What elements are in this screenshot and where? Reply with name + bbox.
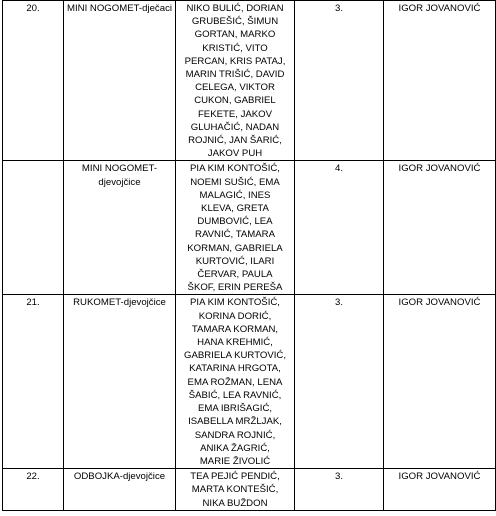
participant-line: ŠABIĆ, LEA RAVNIĆ,: [188, 389, 282, 401]
participant-line: CELEGA, VIKTOR: [195, 82, 275, 94]
row-number-cell: 21.: [3, 295, 64, 469]
table-row: [3, 1, 496, 161]
teacher-cell: IGOR JOVANOVIĆ: [384, 469, 496, 511]
participant-line: KLEVA, GRETA: [201, 203, 269, 215]
participant-line: KRISTIĆ, VITO: [202, 42, 268, 54]
row-number-cell: [3, 161, 64, 295]
participant-line: DUMBOVIĆ, LEA: [197, 216, 273, 228]
sport-line: ODBOJKA-djevojčice: [73, 471, 166, 483]
participant-line: GORTAN, MARKO: [194, 29, 276, 41]
participant-line: EMA ROŽMAN, LENA: [187, 376, 283, 388]
grade-cell: 4.: [295, 161, 384, 295]
grade-cell: 3.: [295, 469, 384, 511]
participant-line: KORINA DORIĆ,: [198, 310, 272, 322]
participant-line: ANIKA ŽAGRIĆ,: [200, 442, 270, 454]
table-row: [3, 161, 496, 295]
sport-line: RUKOMET-djevojčice: [73, 297, 166, 309]
participant-line: JAKOV PUH: [207, 148, 263, 160]
grade-cell: 3.: [295, 295, 384, 469]
participants-cell: [176, 295, 295, 469]
participant-line: FEKETE, JAKOV: [197, 108, 273, 120]
participant-line: ISABELLA MRŽLJAK,: [188, 416, 282, 428]
sport-line: MINI NOGOMET-: [81, 163, 158, 175]
participant-line: KURTOVIĆ, ILARI: [195, 255, 275, 267]
participant-line: NIKA BUŽDON: [202, 497, 268, 509]
sport-line: MINI NOGOMET-dječaci: [66, 3, 172, 14]
participant-line: SANDRA ROJNIĆ,: [194, 429, 276, 441]
sport-cell: [64, 295, 176, 469]
teacher-cell: IGOR JOVANOVIĆ: [384, 295, 496, 469]
sport-cell: [64, 1, 176, 161]
sport-cell: [64, 161, 176, 295]
participant-line: ŠKOF, ERIN PEREŠA: [187, 282, 283, 294]
teacher-cell: IGOR JOVANOVIĆ: [384, 161, 496, 295]
participant-line: NOEMI SUŠIĆ, EMA: [190, 176, 280, 188]
table-row: [3, 295, 496, 469]
participant-line: RAVNIĆ, TAMARA: [195, 229, 275, 241]
table-body: [3, 1, 496, 511]
row-number-cell: 20.: [3, 1, 64, 161]
participant-line: GRUBEŠIĆ, ŠIMUN: [191, 16, 279, 28]
participants-cell: [176, 469, 295, 511]
participant-line: PERCAN, KRIS PATAJ,: [184, 55, 286, 67]
participant-line: PIA KIM KONTOŠIĆ,: [190, 297, 280, 309]
sport-line: djevojčice: [98, 176, 141, 188]
participant-line: HANA KREHMIĆ,: [197, 337, 273, 349]
grade-cell: 3.: [295, 1, 384, 161]
participant-line: KATARINA HRGOTA,: [189, 363, 281, 375]
participant-line: MALAGIĆ, INES: [199, 189, 271, 201]
participant-line: KORMAN, GABRIELA: [187, 242, 283, 254]
teacher-cell: IGOR JOVANOVIĆ: [384, 1, 496, 161]
participant-line: MARTA KONTEŠIĆ,: [191, 484, 279, 496]
participant-line: GLUHAČIĆ, NADAN: [190, 121, 280, 133]
participant-line: TAMARA KORMAN,: [191, 323, 279, 335]
participant-line: MARIN TRIŠIĆ, DAVID: [185, 69, 285, 81]
row-number-cell: 22.: [3, 469, 64, 511]
participant-line: CUKON, GABRIEL: [194, 95, 276, 107]
participant-line: GABRIELA KURTOVIĆ,: [183, 350, 286, 362]
participant-line: TEA PEJIĆ PENDIĆ,: [190, 471, 280, 483]
participant-line: ROJNIĆ, JAN ŠARIĆ,: [188, 135, 282, 147]
participant-line: EMA IBRIŠAGIĆ,: [197, 403, 273, 415]
participants-cell: [176, 1, 295, 161]
participants-cell: [176, 161, 295, 295]
participant-line: NIKO BULIĆ, DORIAN: [186, 3, 284, 14]
participant-line: PIA KIM KONTOŠIĆ,: [190, 163, 280, 175]
table-row: [3, 469, 496, 511]
sport-cell: [64, 469, 176, 511]
participant-line: MARIE ŽIVOLIĆ: [199, 455, 271, 467]
participant-line: ČERVAR, PAULA: [197, 269, 273, 281]
activities-table: [2, 0, 496, 511]
